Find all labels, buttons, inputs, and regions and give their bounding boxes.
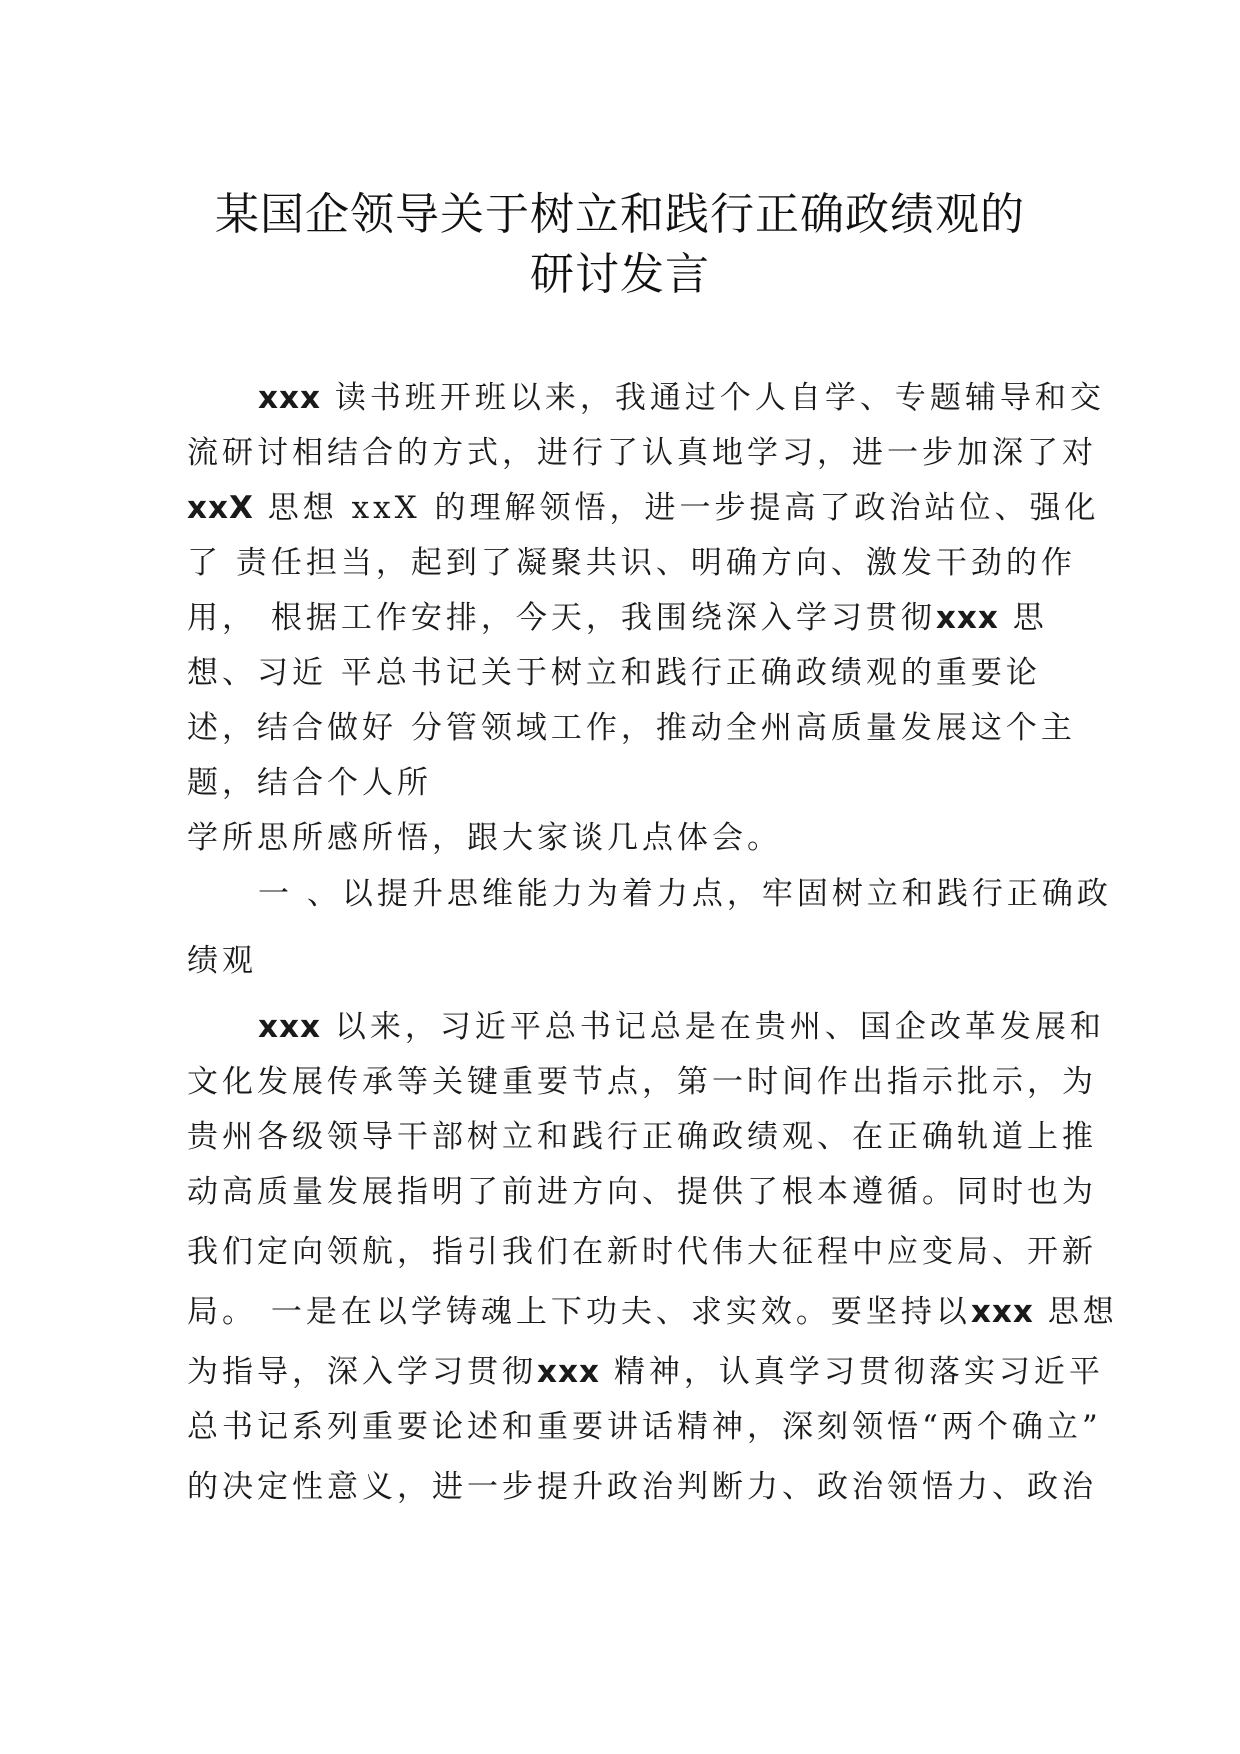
heading-line: 绩观: [187, 943, 257, 979]
text-run: 题，结合个人所: [187, 765, 432, 801]
text-line: [187, 1286, 1118, 1331]
text-run: 思: [998, 600, 1048, 636]
text-line: [187, 1111, 1097, 1156]
text-run: 述，结合做好 分管领域工作，推动全州高质量发展这个主: [187, 710, 1076, 746]
bold-placeholder: xxX: [187, 490, 254, 526]
text-run: 读书班开班以来，我通过个人自学、专题辅导和交: [321, 380, 1105, 416]
text-run: 学所思所感所悟，跟大家谈几点体会。: [187, 820, 782, 856]
document-title-line-1: 某国企领导关于树立和践行正确政绩观的: [215, 189, 1025, 240]
text-line: [187, 1401, 1102, 1446]
text-run: 精神，认真学习贯彻落实习近平: [600, 1354, 1104, 1390]
bold-placeholder: xxx: [935, 600, 999, 636]
text-run: 我们定向领航，指引我们在新时代伟大征程中应变局、开新: [187, 1234, 1097, 1270]
text-line: [187, 1226, 1097, 1271]
bold-placeholder: xxx: [970, 1294, 1034, 1330]
text-line: [187, 1461, 1097, 1506]
text-run: 为指导，深入学习贯彻: [187, 1354, 537, 1390]
text-run: 动高质量发展指明了前进方向、提供了根本遵循。同时也为: [187, 1174, 1097, 1210]
text-line: [187, 1346, 1104, 1391]
text-run: 用， 根据工作安排，今天，我围绕深入学习贯彻: [187, 600, 936, 636]
text-run: 思想: [1033, 1294, 1118, 1330]
heading-line: 一 、以提升思维能力为着力点，牢固树立和践行正确政: [258, 876, 1112, 912]
text-run: 文化发展传承等关键重要节点，第一时间作出指示批示，为: [187, 1064, 1097, 1100]
text-run: 局。 一是在以学铸魂上下功夫、求实效。要坚持以: [187, 1294, 971, 1330]
text-run: 以来，习近平总书记总是在贵州、国企改革发展和: [321, 1009, 1105, 1045]
text-run: 总书记系列重要论述和重要讲话精神，深刻领悟“两个确立”: [187, 1409, 1102, 1445]
bold-placeholder: xxx: [258, 1009, 321, 1045]
text-run: 流研讨相结合的方式，进行了认真地学习，进一步加深了对: [187, 435, 1097, 471]
text-run: 想、习近 平总书记关于树立和践行正确政绩观的重要论: [187, 655, 1041, 691]
text-line: [258, 1001, 1105, 1046]
text-line: [187, 1056, 1097, 1101]
text-run: 的决定性意义，进一步提升政治判断力、政治领悟力、政治: [187, 1469, 1097, 1505]
text-run: 贵州各级领导干部树立和践行正确政绩观、在正确轨道上推: [187, 1119, 1097, 1155]
text-line: [187, 1166, 1097, 1211]
bold-placeholder: xxx: [258, 380, 321, 416]
text-run: 了 责任担当，起到了凝聚共识、明确方向、激发干劲的作: [187, 545, 1076, 581]
bold-placeholder: xxx: [537, 1354, 600, 1390]
text-run: 思想 xxX 的理解领悟，进一步提高了政治站位、强化: [253, 490, 1100, 526]
document-title-line-2: 研讨发言: [530, 249, 710, 300]
